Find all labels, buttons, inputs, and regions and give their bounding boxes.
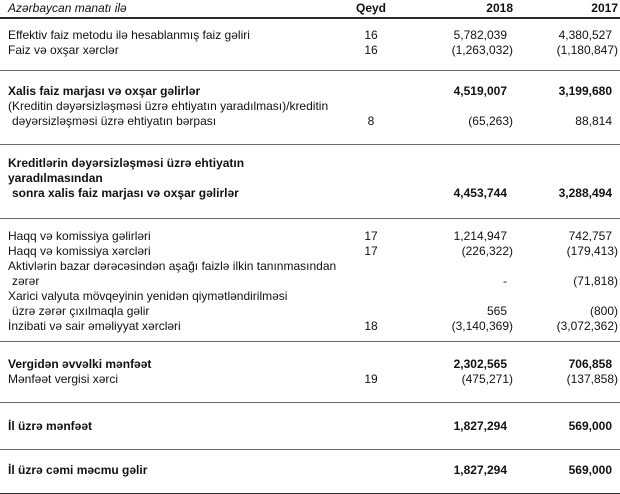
value-2018: (226,322) — [461, 244, 513, 258]
note-cell: 17 — [364, 244, 378, 258]
currency-note-header: Azərbaycan manatı ilə — [8, 1, 127, 15]
section-profit-before-tax — [0, 342, 620, 403]
row-profit-before-tax — [0, 357, 620, 372]
table-header-row — [0, 0, 620, 19]
row-label-line2: üzrə zərər çıxılmaqla gəlir — [12, 304, 150, 318]
note-cell: 18 — [364, 319, 378, 333]
row-assets-below-market-rate-loss — [0, 259, 620, 289]
section-other-income-expenses — [0, 219, 620, 342]
value-2018: 1,214,947 — [453, 229, 507, 243]
row-effective-interest-income — [0, 28, 620, 43]
value-2018: 5,782,039 — [453, 28, 507, 42]
section-net-interest-after-provision — [0, 145, 620, 219]
row-label-line1: (Kreditin dəyərsizləşməsi üzrə ehtiyatın yaradılması)/kreditin — [8, 99, 329, 113]
value-2017: (1,180,847) — [556, 43, 618, 57]
value-2017: 742,757 — [568, 229, 612, 243]
row-label-line2: zərər — [12, 274, 40, 288]
section-interest — [0, 19, 620, 71]
column-header-2018: 2018 — [486, 1, 513, 15]
value-2018: 4,453,744 — [453, 186, 507, 200]
column-header-note: Qeyd — [355, 1, 386, 15]
row-fee-commission-expense — [0, 244, 620, 259]
row-label: İnzibati və sair əməliyyat xərcləri — [8, 319, 181, 333]
value-2017: 569,000 — [568, 463, 612, 477]
section-total-comprehensive-income — [0, 450, 620, 494]
value-2018: 1,827,294 — [453, 463, 507, 477]
value-2017: (800) — [589, 304, 618, 318]
row-label: Xalis faiz marjası və oxşar gəlirlər — [8, 84, 201, 98]
row-income-tax-expense — [0, 372, 620, 387]
value-2018: 565 — [486, 304, 507, 318]
row-profit-for-year — [0, 419, 620, 434]
row-net-interest-margin — [0, 84, 620, 99]
value-2017: 3,199,680 — [558, 84, 612, 98]
row-label — [0, 99, 339, 129]
section-net-interest-margin — [0, 71, 620, 145]
row-label: Effektiv faiz metodu ilə hesablanmış faiz gəliri — [8, 28, 250, 42]
value-2017: (71,818) — [573, 274, 618, 288]
row-label: Vergidən əvvəlki mənfəət — [8, 357, 152, 371]
value-2018: 4,519,007 — [453, 84, 507, 98]
value-2017: 3,288,494 — [558, 186, 612, 200]
row-label-line1: Kreditlərin dəyərsizləşməsi üzrə ehtiyatın yaradılmasından — [8, 156, 245, 185]
value-2017: 88,814 — [575, 114, 612, 128]
column-header-2017: 2017 — [591, 1, 618, 15]
row-label: Mənfəət vergisi xərci — [8, 372, 119, 386]
row-fee-commission-income — [0, 229, 620, 244]
row-label — [0, 156, 339, 201]
note-cell: 16 — [364, 28, 378, 42]
row-label: İl üzrə cəmi məcmu gəlir — [8, 463, 148, 477]
row-label — [0, 289, 339, 319]
row-label: Haqq və komissiya gəlirləri — [8, 229, 151, 243]
note-cell: 17 — [364, 229, 378, 243]
row-label: Faiz və oxşar xərclər — [8, 43, 119, 57]
value-2018: 2,302,565 — [453, 357, 507, 371]
value-2017: (137,858) — [566, 372, 618, 386]
row-label-line1: Aktivlərin bazar dərəcəsindən aşağı faizlə ilkin tanınmasından — [8, 259, 337, 273]
value-2018: (1,263,032) — [451, 43, 513, 57]
note-cell: 16 — [364, 43, 378, 57]
value-2018: (475,271) — [461, 372, 513, 386]
row-label — [0, 259, 339, 289]
value-2018: (65,263) — [468, 114, 513, 128]
value-2017: (179,413) — [566, 244, 618, 258]
row-net-interest-after-provision — [0, 156, 620, 201]
value-2018: 1,827,294 — [453, 419, 507, 433]
row-label-line1: Xarici valyuta mövqeyinin yenidən qiymətləndirilməsi — [8, 289, 288, 303]
value-2017: 569,000 — [568, 419, 612, 433]
row-total-comprehensive-income — [0, 463, 620, 478]
row-interest-expense — [0, 43, 620, 58]
value-2017: 4,380,527 — [558, 28, 612, 42]
value-2018: - — [503, 274, 507, 288]
row-fx-revaluation-gain — [0, 289, 620, 319]
note-cell: 19 — [364, 372, 378, 386]
row-label: Haqq və komissiya xərcləri — [8, 244, 151, 258]
row-label-line2: dəyərsizləşməsi üzrə ehtiyatın bərpası — [12, 114, 217, 128]
row-admin-expenses — [0, 319, 620, 334]
row-label-line2: sonra xalis faiz marjası və oxşar gəlirlər — [12, 186, 239, 200]
value-2017: 706,858 — [568, 357, 612, 371]
value-2018: (3,140,369) — [451, 319, 513, 333]
section-profit-for-year — [0, 403, 620, 450]
value-2017: (3,072,362) — [556, 319, 618, 333]
row-label: İl üzrə mənfəət — [8, 419, 93, 433]
note-cell: 8 — [367, 114, 375, 128]
row-loan-impairment-provision — [0, 99, 620, 129]
